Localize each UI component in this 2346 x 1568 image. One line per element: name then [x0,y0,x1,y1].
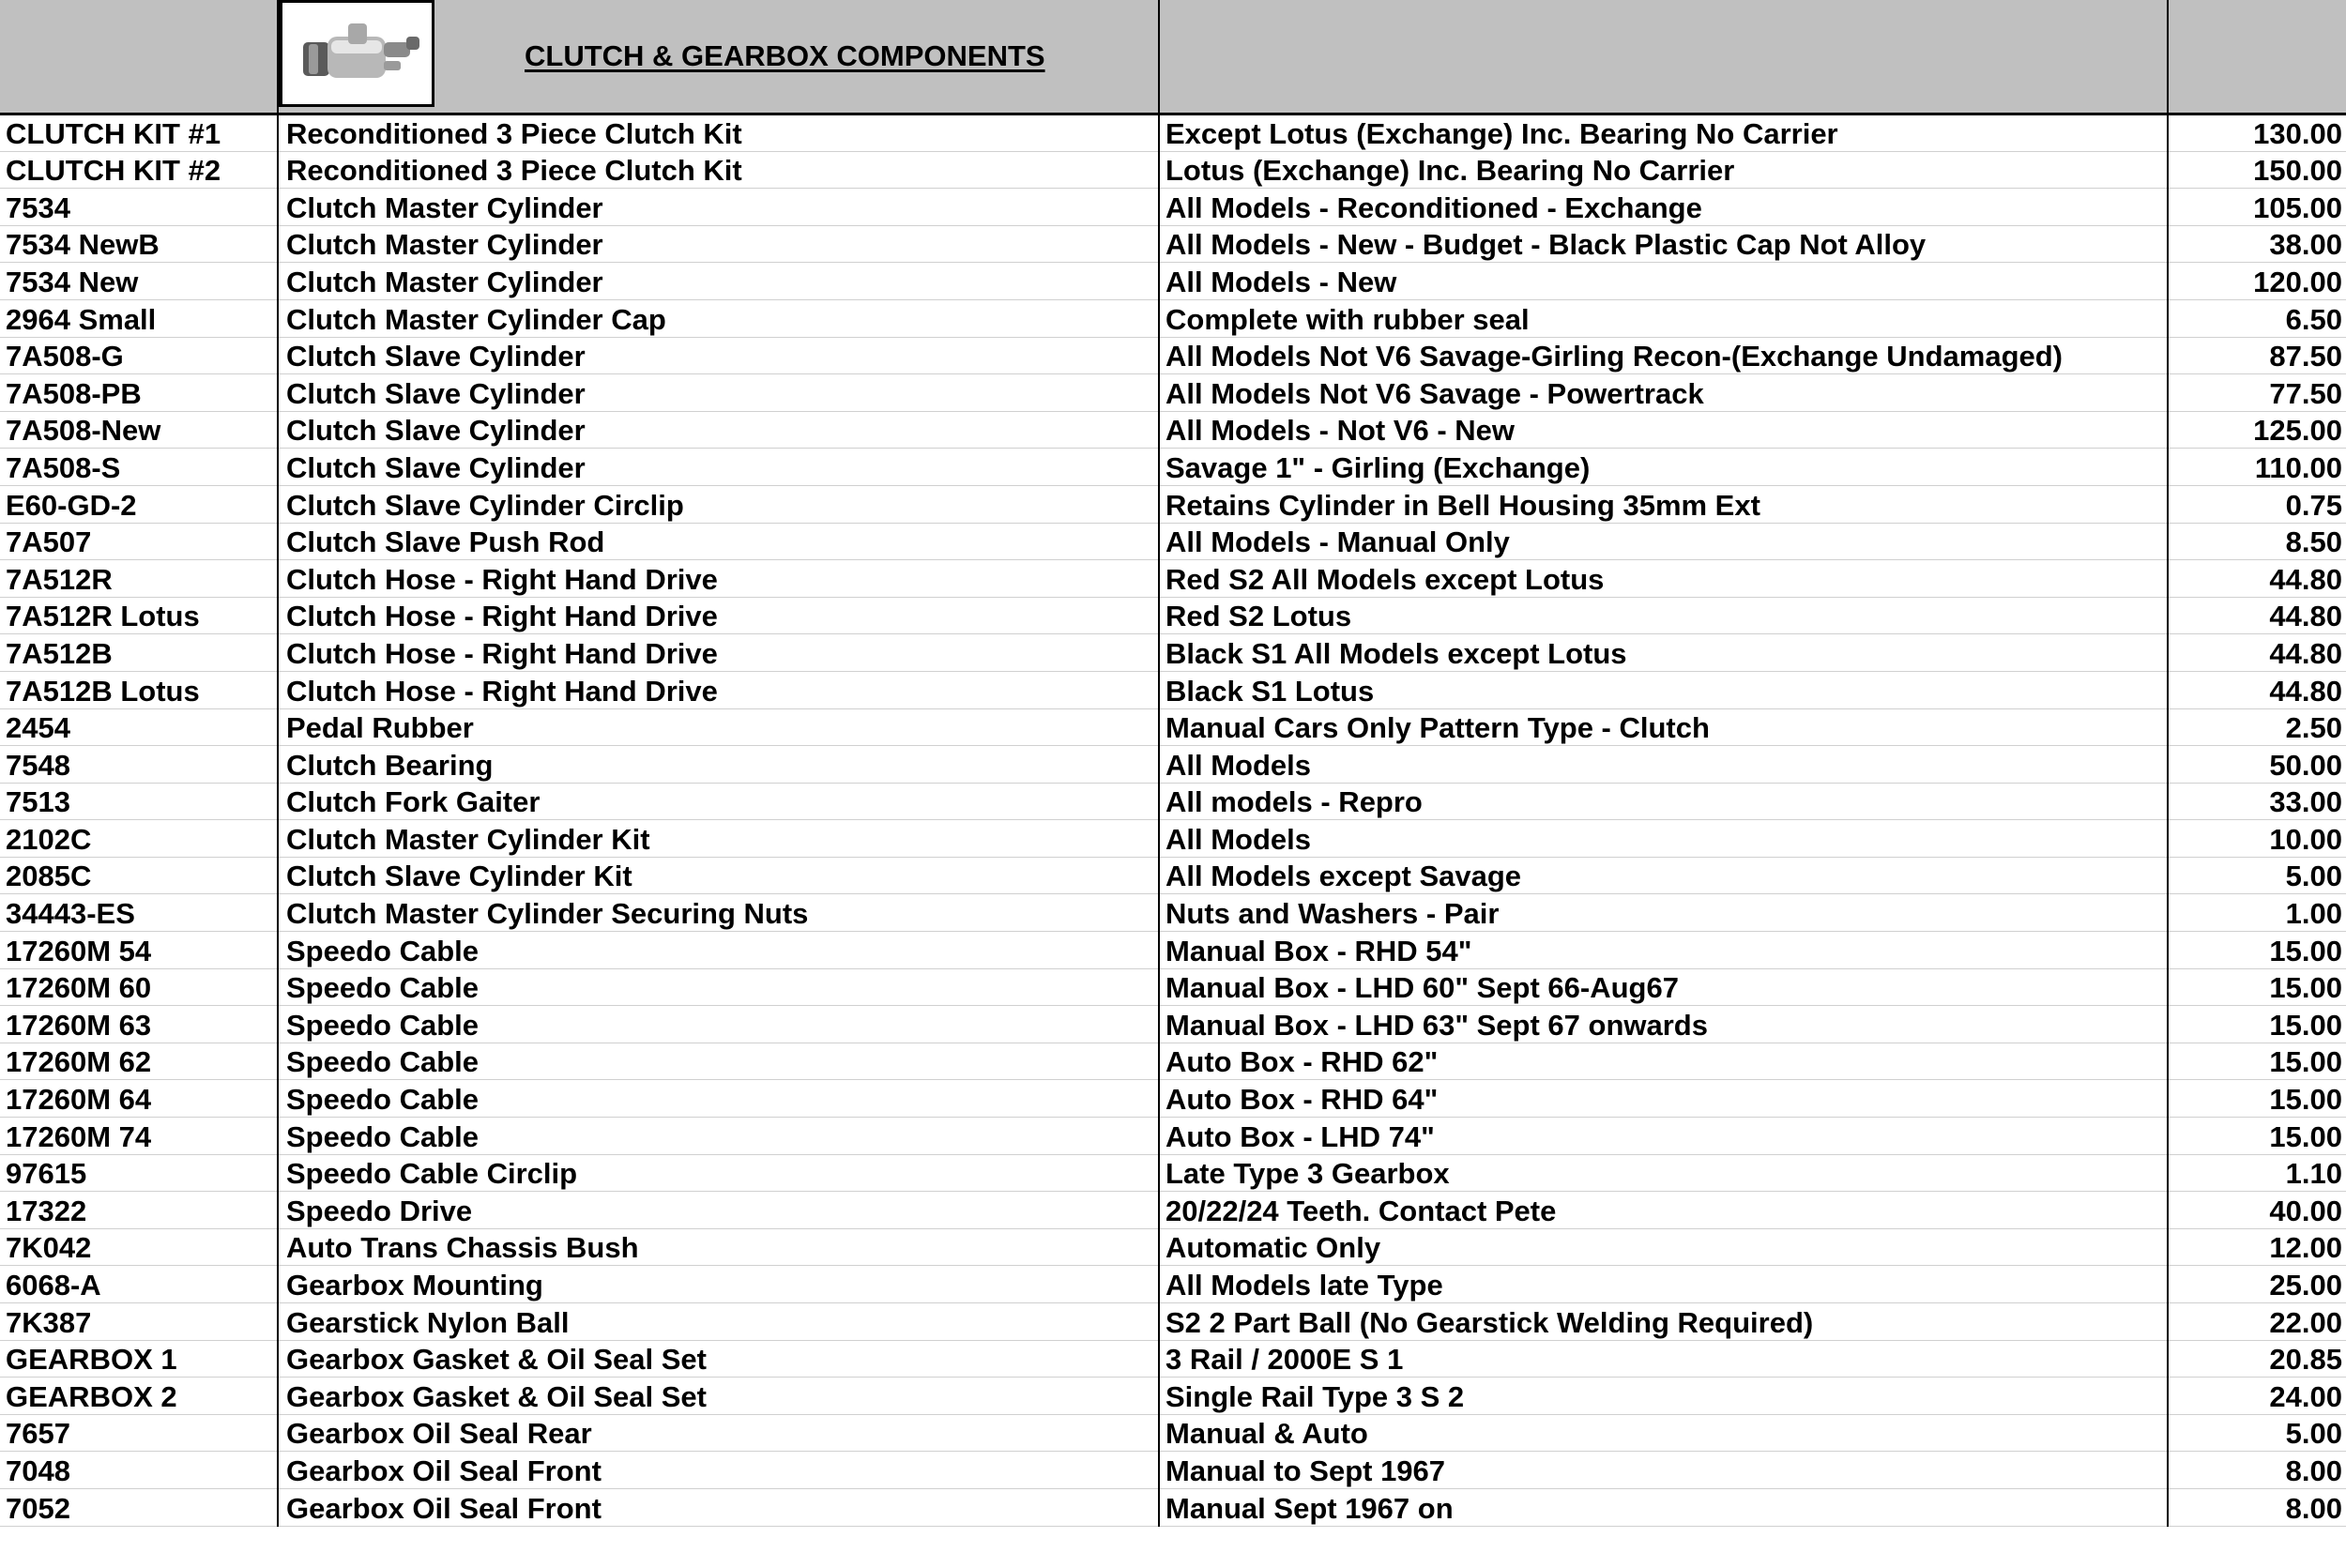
description-cell: Gearbox Oil Seal Front [278,1452,1159,1489]
notes-cell: All Models [1159,820,2168,858]
price-cell: 10.00 [2168,820,2346,858]
description-cell: Clutch Hose - Right Hand Drive [278,671,1159,708]
notes-cell: All Models except Savage [1159,857,2168,894]
price-cell: 1.00 [2168,894,2346,932]
table-row [0,1303,2346,1341]
table-row [0,1080,2346,1118]
notes-cell: 3 Rail / 2000E S 1 [1159,1340,2168,1378]
part-code-cell: E60-GD-2 [0,485,278,523]
table-row [0,820,2346,858]
notes-cell: Red S2 All Models except Lotus [1159,560,2168,598]
table-header [0,0,2346,114]
part-code-cell: 7A512R [0,560,278,598]
description-cell: Gearbox Mounting [278,1266,1159,1303]
table-row [0,114,2346,152]
part-code-cell: CLUTCH KIT #2 [0,151,278,189]
part-code-cell: 7A512B Lotus [0,671,278,708]
description-cell: Clutch Bearing [278,746,1159,784]
price-cell: 38.00 [2168,225,2346,263]
description-cell: Clutch Slave Cylinder Kit [278,857,1159,894]
notes-cell: Manual to Sept 1967 [1159,1452,2168,1489]
part-code-cell: 7A507 [0,523,278,560]
part-code-cell: 2085C [0,857,278,894]
table-row [0,263,2346,300]
table-row [0,151,2346,189]
notes-cell: Manual & Auto [1159,1414,2168,1452]
price-cell: 15.00 [2168,1006,2346,1043]
table-row [0,708,2346,746]
price-cell: 15.00 [2168,932,2346,969]
notes-cell: Black S1 Lotus [1159,671,2168,708]
page-title: CLUTCH & GEARBOX COMPONENTS [525,39,1045,72]
notes-cell: All Models - Not V6 - New [1159,411,2168,449]
price-cell: 8.00 [2168,1452,2346,1489]
part-code-cell: GEARBOX 2 [0,1378,278,1415]
price-cell: 12.00 [2168,1228,2346,1266]
table-row [0,932,2346,969]
part-code-cell: 7K387 [0,1303,278,1341]
description-cell: Speedo Cable [278,968,1159,1006]
notes-cell: All Models - New - Budget - Black Plastic Cap Not Alloy [1159,225,2168,263]
notes-cell: Retains Cylinder in Bell Housing 35mm Ext [1159,485,2168,523]
notes-cell: 20/22/24 Teeth. Contact Pete [1159,1192,2168,1229]
notes-cell: Manual Sept 1967 on [1159,1488,2168,1526]
part-code-cell: 97615 [0,1154,278,1192]
slave-cylinder-icon [290,8,431,102]
header-row [0,0,2346,114]
notes-cell: All Models late Type [1159,1266,2168,1303]
table-row [0,1228,2346,1266]
part-code-cell: 7657 [0,1414,278,1452]
table-row [0,1118,2346,1155]
notes-cell: All Models - New [1159,263,2168,300]
price-cell: 6.50 [2168,299,2346,337]
table-row [0,857,2346,894]
description-cell: Gearbox Gasket & Oil Seal Set [278,1378,1159,1415]
description-cell: Clutch Hose - Right Hand Drive [278,597,1159,634]
description-cell: Speedo Cable [278,1080,1159,1118]
description-cell: Gearbox Oil Seal Rear [278,1414,1159,1452]
table-row [0,485,2346,523]
table-row [0,1006,2346,1043]
price-cell: 15.00 [2168,1118,2346,1155]
notes-cell: Complete with rubber seal [1159,299,2168,337]
description-cell: Speedo Cable [278,1006,1159,1043]
table-row [0,1154,2346,1192]
description-cell: Speedo Drive [278,1192,1159,1229]
table-row [0,671,2346,708]
notes-cell: Lotus (Exchange) Inc. Bearing No Carrier [1159,151,2168,189]
table-row [0,560,2346,598]
description-cell: Clutch Master Cylinder [278,189,1159,226]
price-cell: 8.50 [2168,523,2346,560]
notes-cell: Red S2 Lotus [1159,597,2168,634]
notes-cell: All Models - Manual Only [1159,523,2168,560]
part-code-cell: 7534 [0,189,278,226]
part-code-cell: 17322 [0,1192,278,1229]
price-cell: 0.75 [2168,485,2346,523]
table-row [0,1192,2346,1229]
price-cell: 40.00 [2168,1192,2346,1229]
part-code-cell: 2964 Small [0,299,278,337]
part-code-cell: 7513 [0,783,278,820]
part-code-cell: 7K042 [0,1228,278,1266]
part-code-cell: 7A508-New [0,411,278,449]
header-cell-price [2168,0,2346,114]
description-cell: Reconditioned 3 Piece Clutch Kit [278,114,1159,152]
description-cell: Clutch Master Cylinder [278,263,1159,300]
description-cell: Clutch Slave Cylinder [278,374,1159,412]
table-row [0,374,2346,412]
notes-cell: Single Rail Type 3 S 2 [1159,1378,2168,1415]
product-thumbnail [279,0,434,107]
table-body [0,114,2346,1527]
price-cell: 20.85 [2168,1340,2346,1378]
notes-cell: Auto Box - RHD 62" [1159,1043,2168,1080]
part-code-cell: 7548 [0,746,278,784]
notes-cell: Late Type 3 Gearbox [1159,1154,2168,1192]
notes-cell: Manual Cars Only Pattern Type - Clutch [1159,708,2168,746]
table-row [0,1414,2346,1452]
price-cell: 44.80 [2168,597,2346,634]
part-code-cell: 7A508-G [0,337,278,374]
part-code-cell: 7052 [0,1488,278,1526]
price-cell: 24.00 [2168,1378,2346,1415]
description-cell: Clutch Slave Push Rod [278,523,1159,560]
description-cell: Clutch Slave Cylinder [278,449,1159,486]
table-row [0,1378,2346,1415]
part-code-cell: 17260M 54 [0,932,278,969]
notes-cell: Manual Box - LHD 60" Sept 66-Aug67 [1159,968,2168,1006]
part-code-cell: 17260M 74 [0,1118,278,1155]
table-row [0,1488,2346,1526]
price-cell: 44.80 [2168,634,2346,672]
table-row [0,449,2346,486]
notes-cell: All Models Not V6 Savage - Powertrack [1159,374,2168,412]
notes-cell: Nuts and Washers - Pair [1159,894,2168,932]
header-cell-notes [1159,0,2168,114]
description-cell: Gearbox Oil Seal Front [278,1488,1159,1526]
price-cell: 105.00 [2168,189,2346,226]
price-cell: 15.00 [2168,1043,2346,1080]
price-cell: 8.00 [2168,1488,2346,1526]
part-code-cell: 17260M 60 [0,968,278,1006]
price-cell: 77.50 [2168,374,2346,412]
part-code-cell: 7048 [0,1452,278,1489]
part-code-cell: 17260M 63 [0,1006,278,1043]
description-cell: Speedo Cable [278,1118,1159,1155]
notes-cell: All models - Repro [1159,783,2168,820]
table-row [0,1452,2346,1489]
price-cell: 33.00 [2168,783,2346,820]
price-cell: 22.00 [2168,1303,2346,1341]
part-code-cell: 17260M 64 [0,1080,278,1118]
description-cell: Speedo Cable [278,1043,1159,1080]
price-cell: 25.00 [2168,1266,2346,1303]
part-code-cell: 2454 [0,708,278,746]
table-row [0,1043,2346,1080]
description-cell: Clutch Fork Gaiter [278,783,1159,820]
price-cell: 150.00 [2168,151,2346,189]
price-cell: 1.10 [2168,1154,2346,1192]
part-code-cell: 7A508-S [0,449,278,486]
table-row [0,189,2346,226]
notes-cell: All Models - Reconditioned - Exchange [1159,189,2168,226]
description-cell: Speedo Cable Circlip [278,1154,1159,1192]
table-row [0,1266,2346,1303]
table-row [0,968,2346,1006]
part-code-cell: 7534 New [0,263,278,300]
price-cell: 130.00 [2168,114,2346,152]
notes-cell: Manual Box - RHD 54" [1159,932,2168,969]
header-cell-title [278,0,1159,114]
table-row [0,299,2346,337]
description-cell: Speedo Cable [278,932,1159,969]
header-cell-code [0,0,278,114]
table-row [0,597,2346,634]
price-cell: 44.80 [2168,671,2346,708]
notes-cell: All Models Not V6 Savage-Girling Recon-(Exchange Undamaged) [1159,337,2168,374]
price-cell: 5.00 [2168,1414,2346,1452]
notes-cell: S2 2 Part Ball (No Gearstick Welding Required) [1159,1303,2168,1341]
part-code-cell: 7A508-PB [0,374,278,412]
table-row [0,783,2346,820]
price-cell: 15.00 [2168,1080,2346,1118]
notes-cell: Automatic Only [1159,1228,2168,1266]
price-cell: 5.00 [2168,857,2346,894]
description-cell: Reconditioned 3 Piece Clutch Kit [278,151,1159,189]
price-cell: 50.00 [2168,746,2346,784]
table-row [0,523,2346,560]
description-cell: Clutch Master Cylinder Kit [278,820,1159,858]
notes-cell: All Models [1159,746,2168,784]
part-code-cell: 7534 NewB [0,225,278,263]
part-code-cell: 34443-ES [0,894,278,932]
notes-cell: Manual Box - LHD 63" Sept 67 onwards [1159,1006,2168,1043]
description-cell: Clutch Slave Cylinder Circlip [278,485,1159,523]
part-code-cell: 2102C [0,820,278,858]
table-row [0,634,2346,672]
notes-cell: Black S1 All Models except Lotus [1159,634,2168,672]
part-code-cell: 7A512B [0,634,278,672]
description-cell: Pedal Rubber [278,708,1159,746]
notes-cell: Savage 1" - Girling (Exchange) [1159,449,2168,486]
description-cell: Clutch Slave Cylinder [278,411,1159,449]
part-code-cell: 6068-A [0,1266,278,1303]
description-cell: Gearbox Gasket & Oil Seal Set [278,1340,1159,1378]
part-code-cell: 7A512R Lotus [0,597,278,634]
description-cell: Auto Trans Chassis Bush [278,1228,1159,1266]
table-row [0,337,2346,374]
price-cell: 87.50 [2168,337,2346,374]
table-row [0,225,2346,263]
description-cell: Clutch Slave Cylinder [278,337,1159,374]
description-cell: Clutch Master Cylinder Cap [278,299,1159,337]
description-cell: Clutch Hose - Right Hand Drive [278,634,1159,672]
part-code-cell: GEARBOX 1 [0,1340,278,1378]
table-row [0,894,2346,932]
description-cell: Clutch Master Cylinder [278,225,1159,263]
price-cell: 110.00 [2168,449,2346,486]
description-cell: Gearstick Nylon Ball [278,1303,1159,1341]
price-cell: 44.80 [2168,560,2346,598]
price-cell: 125.00 [2168,411,2346,449]
table-row [0,1340,2346,1378]
notes-cell: Auto Box - LHD 74" [1159,1118,2168,1155]
part-code-cell: CLUTCH KIT #1 [0,114,278,152]
description-cell: Clutch Hose - Right Hand Drive [278,560,1159,598]
price-cell: 120.00 [2168,263,2346,300]
part-code-cell: 17260M 62 [0,1043,278,1080]
description-cell: Clutch Master Cylinder Securing Nuts [278,894,1159,932]
notes-cell: Except Lotus (Exchange) Inc. Bearing No Carrier [1159,114,2168,152]
notes-cell: Auto Box - RHD 64" [1159,1080,2168,1118]
table-row [0,411,2346,449]
price-cell: 2.50 [2168,708,2346,746]
price-cell: 15.00 [2168,968,2346,1006]
table-row [0,746,2346,784]
